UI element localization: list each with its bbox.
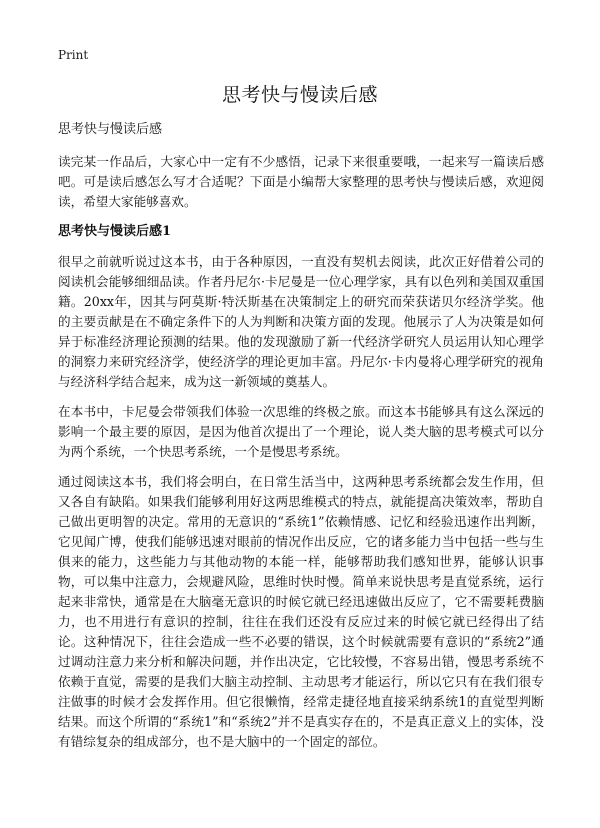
document-title: 思考快与慢读后感 bbox=[221, 84, 378, 106]
section-heading: 思考快与慢读后感1 bbox=[58, 224, 172, 239]
document-body bbox=[58, 120, 544, 762]
body-paragraph-2: 在本书中，卡尼曼会带领我们体验一次思维的终极之旅。而这本书能够具有这么深远的影响一个最主要的原因，是因为他首次提出了一个理论，说人类大脑的思考模式可以分为两个系统，一个快思考系统，一个是慢思考系统。 bbox=[58, 404, 544, 459]
body-paragraph-3: 通过阅读这本书，我们将会明白，在日常生活当中，这两种思考系统都会发生作用，但又各自有缺陷。如果我们能够利用好这两思维模式的特点，就能提高决策效率，帮助自己做出更明智的决定。常用的无意识的“系统1”依赖情感、记忆和经验迅速作出判断，它见闻广博，使我们能够迅速对眼前的情况作出反应，它的诸多能力当中包括一些与生俱来的能力，这些能力与其他动物的本能一样，能够帮助我们感知世界，能够认识事物，可以集中注意力，会规避风险，思维时快时慢。简单来说快思考是直觉系统，运行起来非常快，通常是在大脑毫无意识的时候它就已经迅速做出反应了，它不需要耗费脑力，也不用进行有意识的控制，往往在我们还没有反应过来的时候它就已经得出了结论。这种情况下，往往会造成一些不必要的错误，这个时候就需要有意识的“系统2”通过调动注意力来分析和解决问题，并作出决定，它比较慢，不容易出错，慢思考系统不依赖于直觉，需要的是我们大脑主动控制、主动思考才能运行，所以它只有在我们很专注做事的时候才会发挥作用。但它很懒惰，经常走捷径地直接采纳系统1的直觉型判断结果。而这个所谓的“系统1”和“系统2”并不是真实存在的，不是真正意义上的实体，没有错综复杂的组成部分，也不是大脑中的一个固定的部位。 bbox=[58, 474, 544, 749]
document-subtitle: 思考快与慢读后感 bbox=[58, 122, 163, 137]
body-paragraph-1: 很早之前就听说过这本书，由于各种原因，一直没有契机去阅读，此次正好借着公司的阅读机会能够细细品读。作者丹尼尔·卡尼曼是一位心理学家，具有以色列和美国双重国籍。20xx年，因其与阿莫斯·特沃斯基在决策制定上的研究而荣获诺贝尔经济学奖。他的主要贡献是在不确定条件下的人为判断和决策方面的发现。他展示了人为决策是如何异于标准经济理论预测的结果。他的发现激励了新一代经济学研究人员运用认知心理学的洞察力来研究经济学，使经济学的理论更加丰富。丹尼尔·卡内曼将心理学研究的视角与经济科学结合起来，成为这一新领域的奠基人。 bbox=[58, 254, 544, 389]
intro-paragraph: 读完某一作品后，大家心中一定有不少感悟，记录下来很重要哦，一起来写一篇读后感吧。可是读后感怎么写才合适呢？下面是小编帮大家整理的思考快与慢读后感，欢迎阅读，希望大家能够喜欢。 bbox=[58, 154, 544, 209]
print-link[interactable]: Print bbox=[58, 48, 89, 62]
